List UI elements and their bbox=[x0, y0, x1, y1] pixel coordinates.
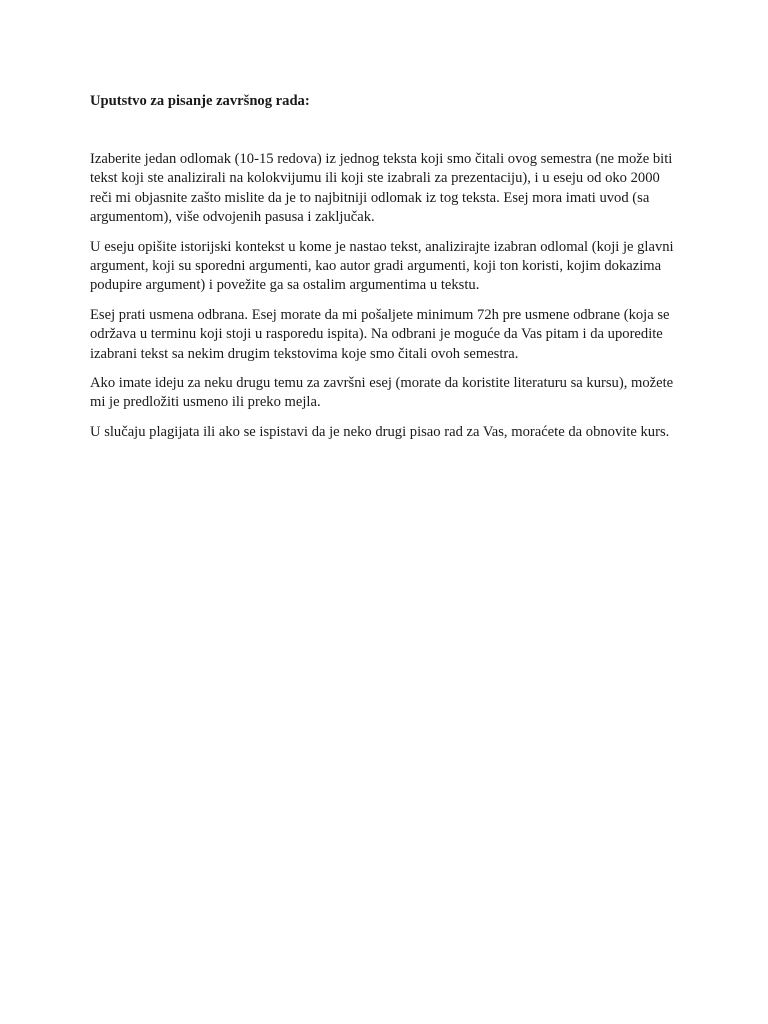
document-title: Uputstvo za pisanje završnog rada: bbox=[90, 93, 310, 109]
paragraph-analysis: U eseju opišite istorijski kontekst u kome je nastao tekst, analizirajte izabran odlomal (koji je glavni argument, koji su sporedni argumenti, kao autor gradi argumenti, koji ton koristi, kojim dokazima podupire argument) i povežite ga sa ostalim argumentima u tekstu. bbox=[90, 238, 674, 294]
document-body bbox=[90, 92, 680, 452]
paragraph-plagiarism: U slučaju plagijata ili ako se ispistavi da je neko drugi pisao rad za Vas, moraćete da obnovite kurs. bbox=[90, 423, 670, 440]
paragraph-topic-selection: Izaberite jedan odlomak (10-15 redova) iz jednog teksta koji smo čitali ovog semestra (ne može biti tekst koji ste analizirali na kolokvijumu ili koji ste izabrali za prezentaciju), i u eseju od oko 2000 reči mi objasnite zašto mislite da je to najbitniji odlomak iz tog teksta. Esej mora imati uvod (sa argumentom), više odvojenih pasusa i zaključak. bbox=[90, 151, 673, 226]
paragraph-oral-defense: Esej prati usmena odbrana. Esej morate da mi pošaljete minimum 72h pre usmene odbrane (koja se održava u terminu koji stoji u rasporedu ispita). Na odbrani je moguće da Vas pitam i da uporedite izabrani tekst sa nekim drugim tekstovima koje smo čitali ovoh semestra. bbox=[90, 306, 670, 362]
title-spacer bbox=[90, 111, 680, 150]
paragraph-alternative-topic: Ako imate ideju za neku drugu temu za završni esej (morate da koristite literaturu sa kursu), možete mi je predložiti usmeno ili preko mejla. bbox=[90, 375, 674, 411]
